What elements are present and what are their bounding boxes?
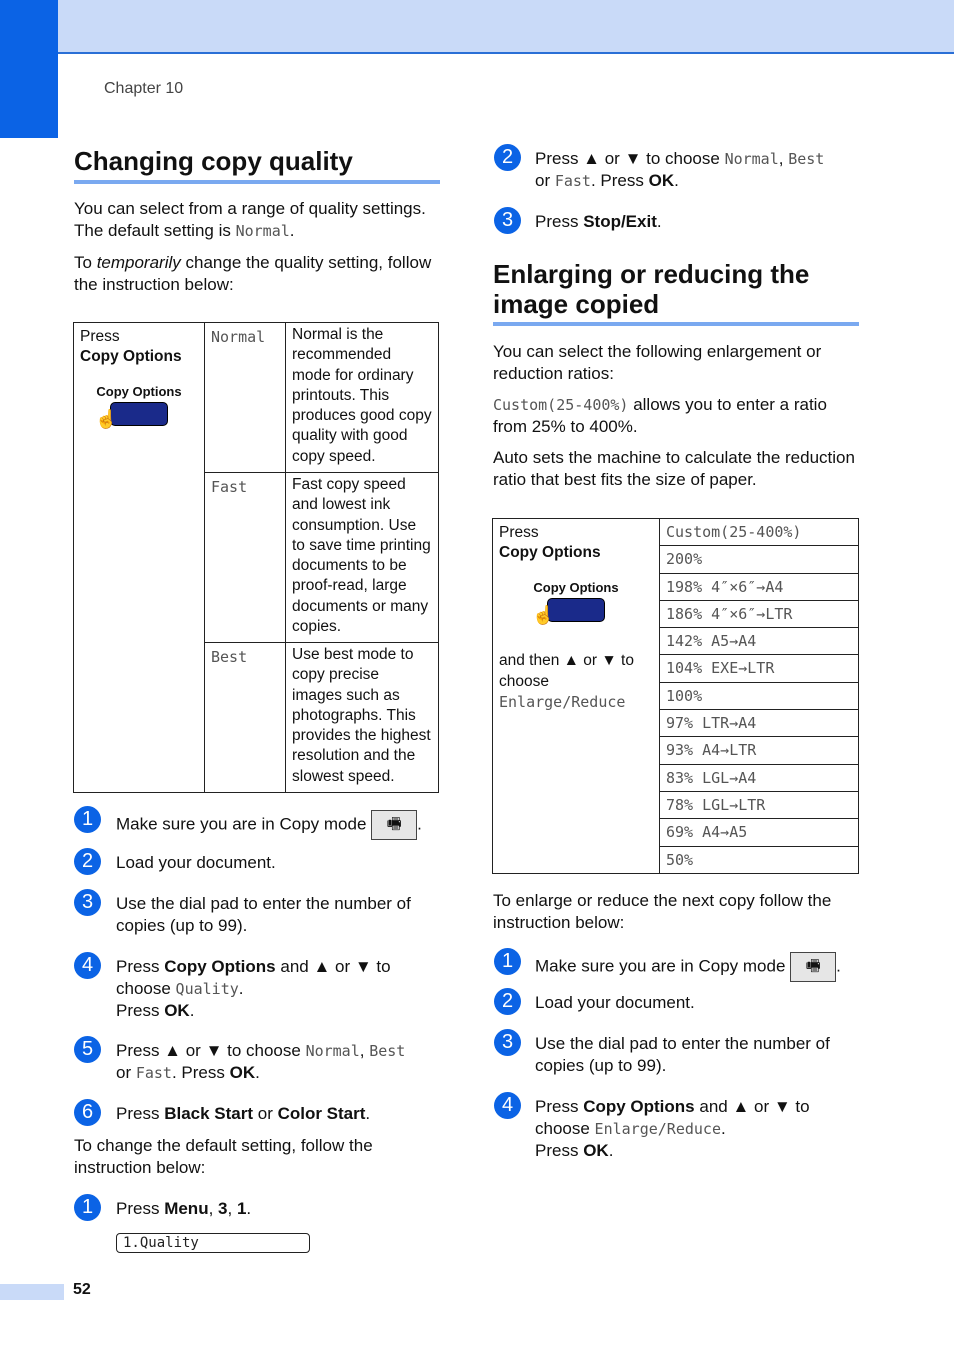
step-number: 2 — [494, 988, 521, 1015]
chapter-label: Chapter 10 — [104, 80, 184, 97]
ratio-cell: 97% LTR→A4 — [660, 710, 859, 737]
desc-best: Use best mode to copy precise images such as photographs. This provides the highest resolution and the slowest speed. — [286, 643, 439, 793]
section-title-copy-quality: Changing copy quality — [74, 146, 353, 176]
ratio-cell: 142% A5→A4 — [660, 628, 859, 655]
ratio-cell: 93% A4→LTR — [660, 737, 859, 764]
chapter-tab — [0, 0, 58, 138]
step-number: 4 — [74, 952, 101, 979]
ratio-cell: 200% — [660, 546, 859, 573]
intro-paragraph: You can select from a range of quality settings. The default setting is Normal. — [74, 199, 426, 240]
step-choose-quality: Press ▲ or ▼ to choose Normal, Best or Fast. Press OK. — [116, 1041, 406, 1082]
ratio-cell: 100% — [660, 682, 859, 709]
copy-mode-icon: 🖷 — [371, 810, 417, 840]
step-number: 6 — [74, 1099, 101, 1126]
step-number: 3 — [494, 207, 521, 234]
step-dial-pad: Use the dial pad to enter the number of copies (up to 99). — [116, 894, 411, 935]
ratios-paragraph: You can select the following enlargement or reduction ratios: — [493, 342, 822, 383]
option-fast: Fast — [205, 473, 286, 643]
ratio-table — [492, 518, 859, 874]
copy-options-button-label: Copy Options — [533, 579, 619, 595]
press-cell: Press Copy Options Copy Options ☝ — [74, 323, 205, 793]
step-number: 4 — [494, 1092, 521, 1119]
title-rule — [74, 180, 440, 184]
section-title-enlarge-reduce: Enlarging or reducing the image copied — [493, 259, 810, 319]
step-copy-mode: Make sure you are in Copy mode 🖷 . — [116, 810, 446, 840]
ratio-cell: 83% LGL→A4 — [660, 764, 859, 791]
ratio-cell: 78% LGL→LTR — [660, 791, 859, 818]
step-press-menu: Press Menu, 3, 1. — [116, 1199, 252, 1218]
option-best: Best — [205, 643, 286, 793]
page-number: 52 — [73, 1281, 91, 1298]
step-load-document: Load your document. — [116, 853, 276, 872]
step-number: 3 — [494, 1029, 521, 1056]
ratio-cell: 186% 4″×6″→LTR — [660, 600, 859, 627]
step-number: 3 — [74, 889, 101, 916]
custom-paragraph: Custom(25-400%) allows you to enter a ratio from 25% to 400%. — [493, 395, 827, 436]
step-choose-quality-right: Press ▲ or ▼ to choose Normal, Best or Fast. Press OK. — [535, 149, 825, 190]
step-copy-mode: Make sure you are in Copy mode 🖷 . — [535, 952, 865, 982]
quality-table — [73, 322, 439, 793]
change-default-paragraph: To change the default setting, follow the instruction below: — [74, 1136, 373, 1177]
step-number: 5 — [74, 1036, 101, 1063]
copy-options-button — [532, 598, 605, 625]
pointing-hand-icon: ☝ — [95, 408, 118, 429]
copy-options-button — [95, 402, 168, 429]
step-number: 2 — [74, 848, 101, 875]
temporarily-paragraph: To temporarily change the quality setting, follow the instruction below: — [74, 253, 432, 294]
step-number: 2 — [494, 144, 521, 171]
step-number: 1 — [74, 1194, 101, 1221]
page-number-bar — [0, 1284, 64, 1300]
desc-normal: Normal is the recommended mode for ordinary printouts. This produces good copy quality with good copy speed. — [286, 323, 439, 473]
step-start: Press Black Start or Color Start. — [116, 1104, 371, 1123]
title-rule — [493, 322, 859, 326]
step-dial-pad: Use the dial pad to enter the number of copies (up to 99). — [535, 1034, 830, 1075]
ratio-cell: 50% — [660, 846, 859, 873]
header-band — [0, 0, 954, 54]
step-stop-exit: Press Stop/Exit. — [535, 212, 662, 231]
desc-fast: Fast copy speed and lowest ink consumption. Use to save time printing documents to be proof-read, large documents or many copies. — [286, 473, 439, 643]
copy-options-button-label: Copy Options — [96, 383, 182, 399]
step-copy-options: Press Copy Options and ▲ or ▼ to choose Enlarge/Reduce. Press OK. — [535, 1097, 810, 1160]
copy-mode-icon: 🖷 — [790, 952, 836, 982]
press-cell: Press Copy Options Copy Options ☝ and then ▲ or ▼ to choose Enlarge/Reduce — [493, 519, 660, 874]
ratio-cell: 104% EXE→LTR — [660, 655, 859, 682]
ratio-cell: Custom(25-400%) — [660, 519, 859, 546]
step-number: 1 — [494, 948, 521, 975]
lcd-display: 1.Quality — [116, 1233, 310, 1253]
option-normal: Normal — [205, 323, 286, 473]
step-number: 1 — [74, 806, 101, 833]
ratio-cell: 69% A4→A5 — [660, 819, 859, 846]
next-copy-paragraph: To enlarge or reduce the next copy follow the instruction below: — [493, 891, 832, 932]
step-copy-options: Press Copy Options and ▲ or ▼ to choose Quality. Press OK. — [116, 957, 391, 1020]
pointing-hand-icon: ☝ — [532, 604, 555, 625]
step-load-document: Load your document. — [535, 993, 695, 1012]
ratio-cell: 198% 4″×6″→A4 — [660, 573, 859, 600]
auto-paragraph: Auto sets the machine to calculate the reduction ratio that best fits the size of paper. — [493, 448, 855, 489]
